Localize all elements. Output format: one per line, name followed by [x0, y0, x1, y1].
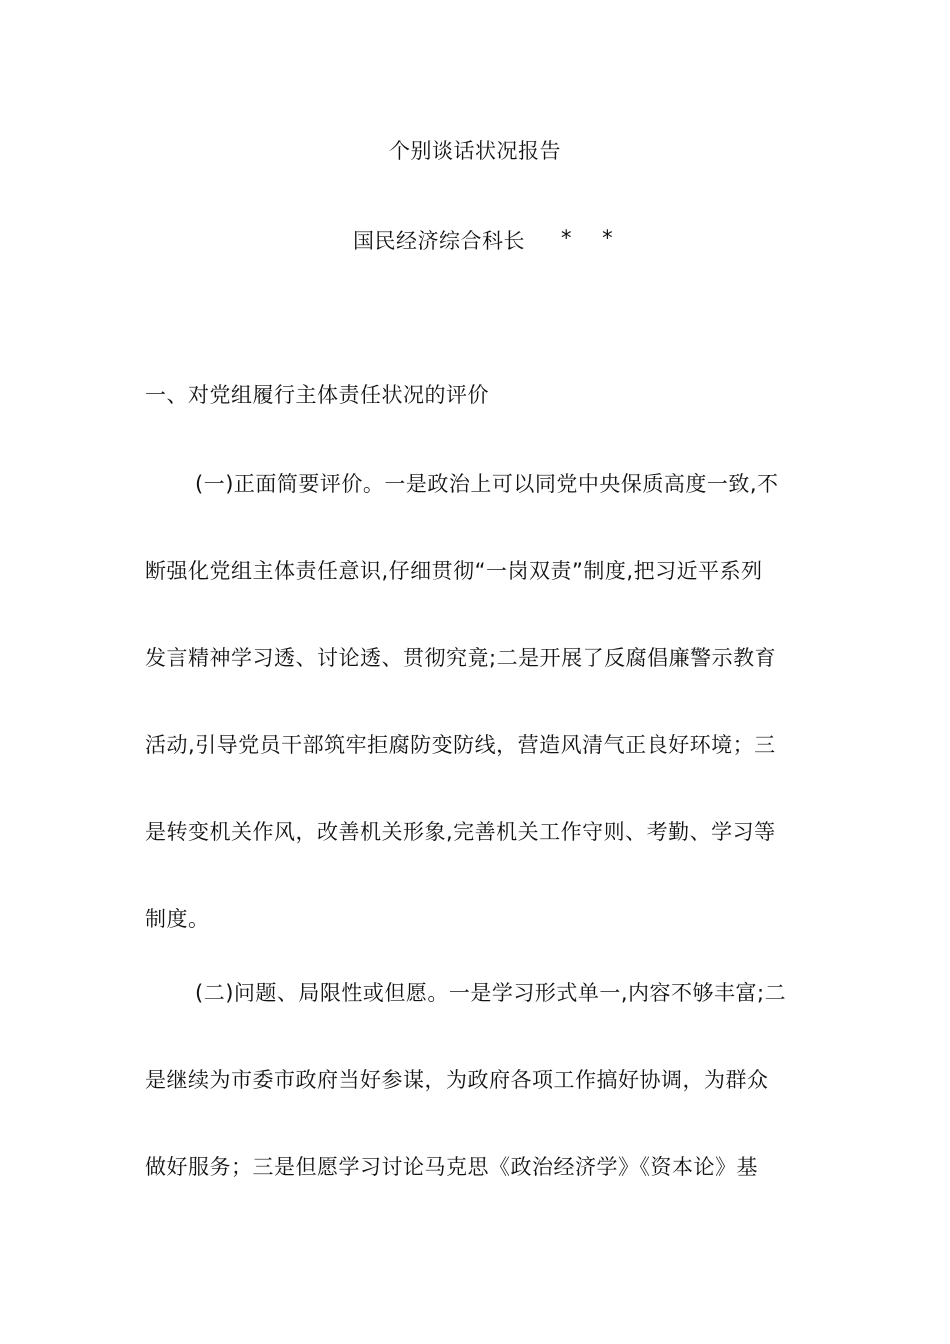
- paragraph-line: 发言精神学习透、讨论透、贯彻究竟;二是开展了反腐倡廉警示教育: [145, 646, 777, 670]
- paragraph-line: (一)正面简要评价。一是政治上可以同党中央保质高度一致,不: [195, 472, 779, 496]
- paragraph-line: (二)问题、局限性或但愿。一是学习形式单一,内容不够丰富;二: [195, 981, 787, 1005]
- paragraph-line: 活动,引导党员干部筑牢拒腐防变防线，营造风清气正良好环境；三: [145, 733, 776, 757]
- paragraph-line: 做好服务；三是但愿学习讨论马克思《政治经济学》《资本论》基: [145, 1155, 758, 1179]
- author-line: 国民经济综合科长: [353, 229, 525, 253]
- paragraph-line: 是转变机关作风，改善机关形象,完善机关工作守则、考勤、学习等: [145, 820, 776, 844]
- author-name-redacted: * *: [561, 226, 625, 250]
- paragraph-line: 断强化党组主体责任意识,仔细贯彻“一岗双责”制度,把习近平系列: [145, 559, 763, 583]
- paragraph-line: 制度。: [145, 907, 210, 931]
- section-heading: 一、对党组履行主体责任状况的评价: [145, 383, 489, 407]
- paragraph-line: 是继续为市委市政府当好参谋，为政府各项工作搞好协调，为群众: [145, 1068, 769, 1092]
- document-title: 个别谈话状况报告: [389, 139, 561, 163]
